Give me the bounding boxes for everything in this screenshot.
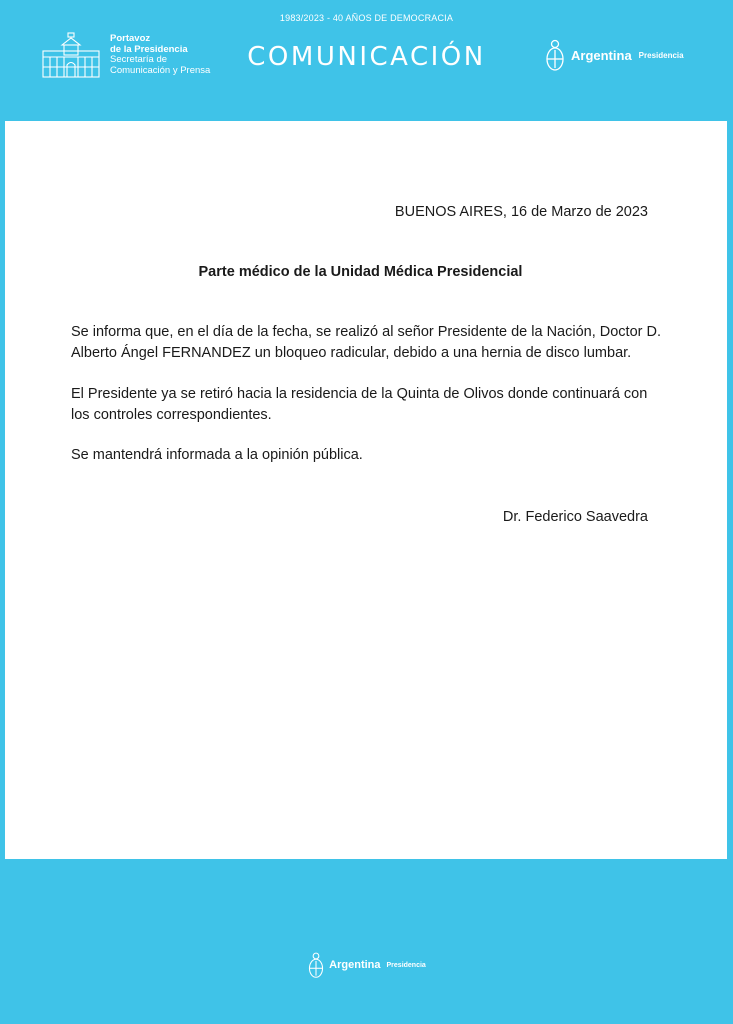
presidencia-label: Presidencia <box>638 50 684 60</box>
document-page <box>5 121 727 859</box>
argentina-presidencia-branding <box>544 38 684 72</box>
portavoz-line-3: Secretaría de <box>110 54 168 65</box>
argentina-label: Argentina <box>571 47 632 63</box>
portavoz-line-1: Portavoz <box>110 33 151 44</box>
document-paragraph-1: Se informa que, en el día de la fecha, se realizó al señor Presidente de la Nación, Doctor D. Alberto Ángel FERNANDEZ un bloqueo radicular, debido a una hernia de disco lumbar. <box>71 324 661 361</box>
document-signature: Dr. Federico Saavedra <box>502 509 648 525</box>
header-top-line: 1983/2023 - 40 AÑOS DE DEMOCRACIA <box>279 13 454 23</box>
national-seal-icon <box>544 38 566 72</box>
document-heading: Parte médico de la Unidad Médica Presidencial <box>198 264 523 280</box>
document-paragraph-3: Se mantendrá informada a la opinión pública. <box>71 447 363 463</box>
footer-presidencia-label: Presidencia <box>386 961 426 969</box>
national-seal-icon <box>307 951 325 979</box>
portavoz-line-4: Comunicación y Prensa <box>110 64 211 76</box>
document-date: BUENOS AIRES, 16 de Marzo de 2023 <box>394 204 648 220</box>
page-title: COMUNICACIÓN <box>247 42 486 72</box>
portavoz-line-2: de la Presidencia <box>110 43 188 55</box>
document-paragraph-2: El Presidente ya se retiró hacia la residencia de la Quinta de Olivos donde continuará con los controles correspondientes. <box>71 386 648 423</box>
footer-branding <box>0 951 733 979</box>
footer-argentina-label: Argentina <box>329 959 381 971</box>
